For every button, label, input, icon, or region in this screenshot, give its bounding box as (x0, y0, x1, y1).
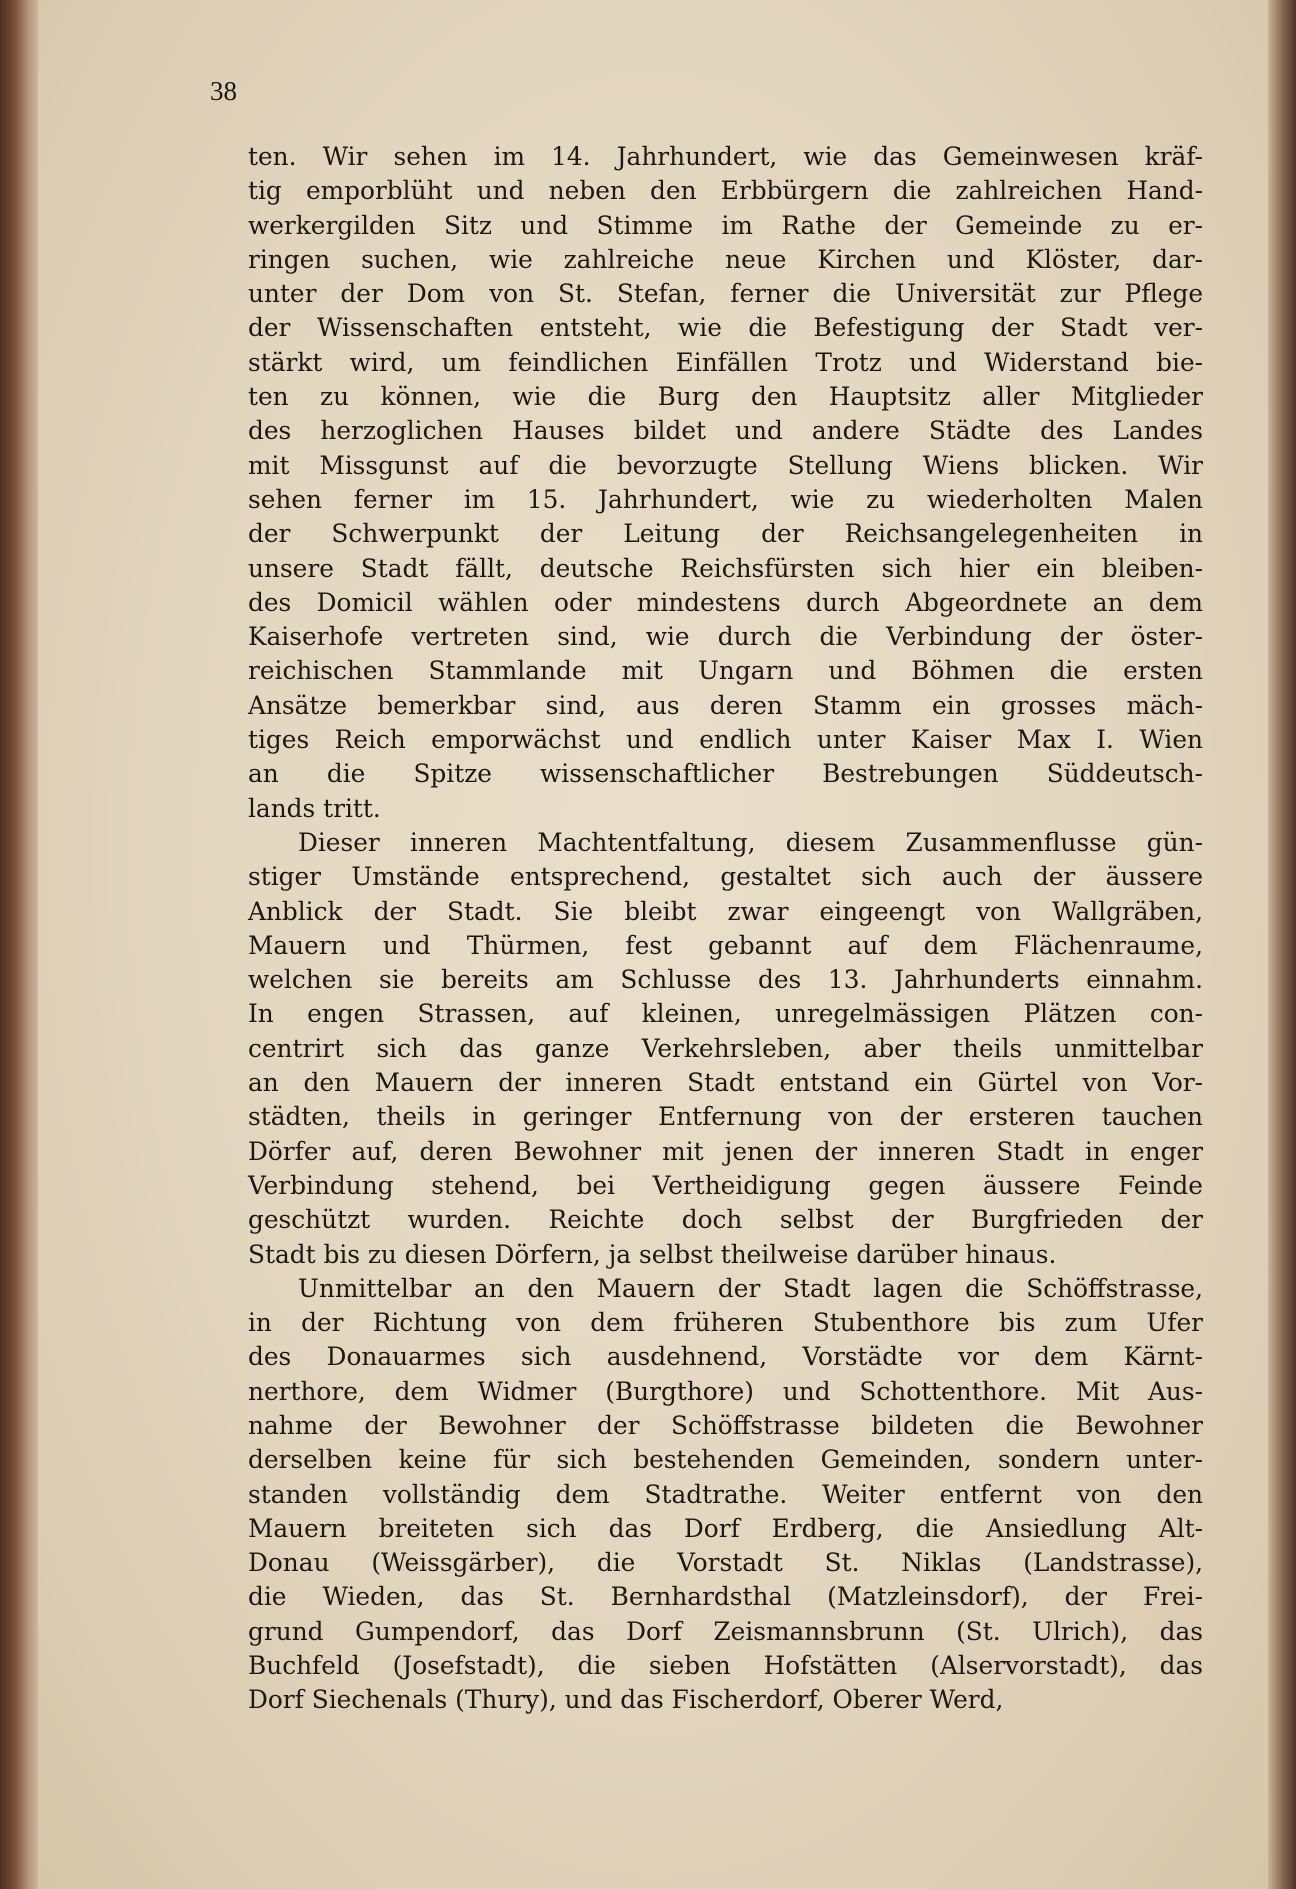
text-line: sehen ferner im 15. Jahrhundert, wie zu wiederholten Malen (248, 484, 1203, 514)
text-line: Ansätze bemerkbar sind, aus deren Stamm ein grosses mäch- (248, 690, 1203, 720)
text-line: Verbindung stehend, bei Vertheidigung gegen äussere Feinde (248, 1170, 1203, 1200)
text-line: unsere Stadt fällt, deutsche Reichsfürsten sich hier ein bleiben- (248, 553, 1203, 583)
text-line: Dörfer auf, deren Bewohner mit jenen der inneren Stadt in enger (248, 1136, 1203, 1166)
text-line: stärkt wird, um feindlichen Einfällen Trotz und Widerstand bie- (248, 347, 1203, 377)
text-line: grund Gumpendorf, das Dorf Zeismannsbrunn (St. Ulrich), das (248, 1616, 1203, 1646)
body-text (248, 140, 1203, 1718)
text-line: welchen sie bereits am Schlusse des 13. Jahrhunderts einnahm. (248, 965, 1203, 995)
text-line: Kaiserhofe vertreten sind, wie durch die Verbindung der öster- (248, 622, 1203, 652)
text-line: centrirt sich das ganze Verkehrsleben, aber theils unmittelbar (248, 1033, 1203, 1063)
text-line: an die Spitze wissenschaftlicher Bestrebungen Süddeutsch- (248, 759, 1203, 789)
book-page (38, 0, 1270, 1889)
text-line: städten, theils in geringer Entfernung von der ersteren tauchen (248, 1102, 1203, 1132)
text-line: tig emporblüht und neben den Erbbürgern die zahlreichen Hand- (248, 176, 1203, 206)
book-spine-left (0, 0, 42, 1889)
text-line: nerthore, dem Widmer (Burgthore) und Schottenthore. Mit Aus- (248, 1376, 1203, 1406)
text-line: derselben keine für sich bestehenden Gemeinden, sondern unter- (248, 1445, 1203, 1475)
text-line: ringen suchen, wie zahlreiche neue Kirchen und Klöster, dar- (248, 244, 1203, 274)
text-line: lands tritt. (248, 793, 381, 823)
text-line: der Schwerpunkt der Leitung der Reichsangelegenheiten in (248, 519, 1203, 549)
text-line: des herzoglichen Hauses bildet und andere Städte des Landes (248, 416, 1203, 446)
text-line: der Wissenschaften entsteht, wie die Befestigung der Stadt ver- (248, 313, 1203, 343)
text-line: Donau (Weissgärber), die Vorstadt St. Niklas (Landstrasse), (248, 1548, 1203, 1578)
text-line: unter der Dom von St. Stefan, ferner die Universität zur Pflege (248, 279, 1203, 309)
text-line: Buchfeld (Josefstadt), die sieben Hofstätten (Alservorstadt), das (248, 1651, 1203, 1681)
text-line: nahme der Bewohner der Schöffstrasse bildeten die Bewohner (248, 1410, 1203, 1440)
text-line: Mauern und Thürmen, fest gebannt auf dem Flächenraume, (248, 930, 1203, 960)
text-line: mit Missgunst auf die bevorzugte Stellung Wiens blicken. Wir (248, 450, 1203, 480)
text-line: ten zu können, wie die Burg den Hauptsitz aller Mitglieder (248, 382, 1203, 412)
text-line: die Wieden, das St. Bernhardsthal (Matzleinsdorf), der Frei- (248, 1582, 1203, 1612)
text-line: standen vollständig dem Stadtrathe. Weiter entfernt von den (248, 1479, 1203, 1509)
text-line: In engen Strassen, auf kleinen, unregelmässigen Plätzen con- (248, 999, 1203, 1029)
text-line: Mauern breiteten sich das Dorf Erdberg, die Ansiedlung Alt- (248, 1513, 1203, 1543)
text-line: Dorf Siechenals (Thury), und das Fischerdorf, Oberer Werd, (248, 1685, 1004, 1715)
book-edge-right (1268, 0, 1296, 1889)
text-line: reichischen Stammlande mit Ungarn und Böhmen die ersten (248, 656, 1203, 686)
page-number: 38 (210, 76, 237, 106)
text-line: an den Mauern der inneren Stadt entstand ein Gürtel von Vor- (248, 1068, 1203, 1098)
text-line: stiger Umstände entsprechend, gestaltet sich auch der äussere (248, 862, 1203, 892)
text-line: Anblick der Stadt. Sie bleibt zwar eingeengt von Wallgräben, (248, 896, 1203, 926)
text-line: Unmittelbar an den Mauern der Stadt lagen die Schöffstrasse, (298, 1273, 1203, 1303)
text-line: ten. Wir sehen im 14. Jahrhundert, wie das Gemeinwesen kräf- (248, 142, 1203, 171)
text-line: des Donauarmes sich ausdehnend, Vorstädte vor dem Kärnt- (248, 1342, 1203, 1372)
text-line: geschützt wurden. Reichte doch selbst der Burgfrieden der (248, 1205, 1203, 1235)
text-line: Stadt bis zu diesen Dörfern, ja selbst theilweise darüber hinaus. (248, 1239, 1057, 1269)
text-line: des Domicil wählen oder mindestens durch Abgeordnete an dem (248, 587, 1203, 617)
text-line: in der Richtung von dem früheren Stubenthore bis zum Ufer (248, 1308, 1203, 1338)
text-line: tiges Reich emporwächst und endlich unter Kaiser Max I. Wien (248, 725, 1203, 755)
text-line: Dieser inneren Machtentfaltung, diesem Zusammenflusse gün- (298, 827, 1203, 857)
text-line: werkergilden Sitz und Stimme im Rathe der Gemeinde zu er- (248, 210, 1203, 240)
